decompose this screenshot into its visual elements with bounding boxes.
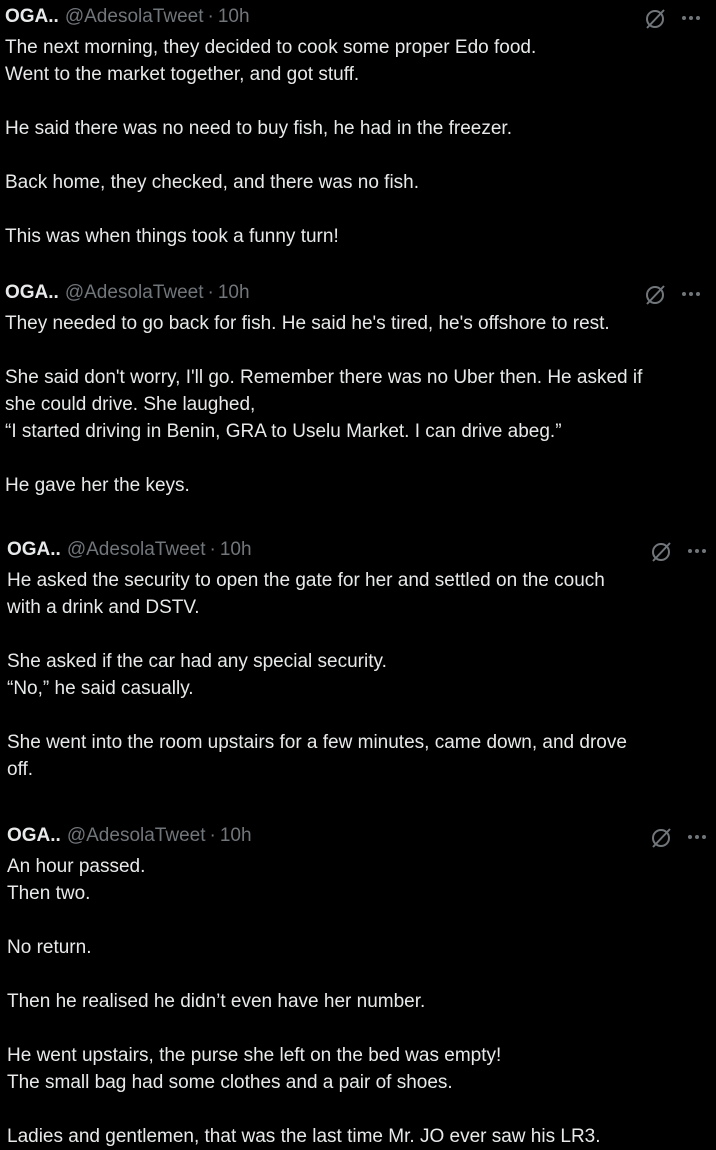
more-icon[interactable] — [680, 286, 702, 302]
line-break — [7, 961, 601, 988]
grok-icon[interactable] — [650, 541, 672, 563]
line-break — [5, 88, 536, 115]
line-break — [7, 621, 627, 648]
tweet-header — [7, 825, 252, 849]
separator-dot: · — [209, 825, 216, 846]
timestamp[interactable]: 10h — [217, 6, 250, 27]
tweet-line: She went into the room upstairs for a few minutes, came down, and drove — [7, 732, 627, 753]
tweet-line: with a drink and DSTV. — [7, 597, 200, 618]
tweet-line: An hour passed. — [7, 856, 146, 877]
tweet-line: “I started driving in Benin, GRA to Uselu Market. I can drive abeg.” — [5, 421, 562, 442]
tweet-line: He asked the security to open the gate for her and settled on the couch — [7, 570, 605, 591]
tweet-line: He said there was no need to buy fish, he had in the freezer. — [5, 118, 512, 139]
author-name[interactable]: OGA.. — [5, 282, 59, 303]
grok-icon[interactable] — [644, 284, 666, 306]
tweet-line: “No,” he said casually. — [7, 678, 194, 699]
timestamp[interactable]: 10h — [219, 539, 252, 560]
line-break — [5, 196, 536, 223]
tweet-line: Went to the market together, and got stuff. — [5, 64, 360, 85]
timestamp[interactable]: 10h — [217, 282, 250, 303]
timestamp[interactable]: 10h — [219, 825, 252, 846]
line-break — [7, 907, 601, 934]
tweet-2[interactable] — [0, 282, 716, 502]
tweet-text — [7, 853, 601, 1150]
tweet-line: Then he realised he didn’t even have her number. — [7, 991, 426, 1012]
tweet-line: They needed to go back for fish. He said he's tired, he's offshore to rest. — [5, 313, 610, 334]
tweet-line: This was when things took a funny turn! — [5, 226, 339, 247]
tweet-line: The next morning, they decided to cook some proper Edo food. — [5, 37, 537, 58]
author-handle[interactable]: @AdesolaTweet — [64, 6, 204, 27]
author-name[interactable]: OGA.. — [7, 539, 61, 560]
line-break — [7, 1015, 601, 1042]
separator-dot: · — [209, 539, 216, 560]
more-icon[interactable] — [680, 10, 702, 26]
tweet-line: She said don't worry, I'll go. Remember there was no Uber then. He asked if — [5, 367, 643, 388]
tweet-line: off. — [7, 759, 34, 780]
tweet-line: He went upstairs, the purse she left on the bed was empty! — [7, 1045, 502, 1066]
separator-dot: · — [207, 282, 214, 303]
line-break — [7, 1096, 601, 1123]
tweet-line: she could drive. She laughed, — [5, 394, 256, 415]
author-handle[interactable]: @AdesolaTweet — [66, 539, 206, 560]
author-name[interactable]: OGA.. — [7, 825, 61, 846]
tweet-header — [5, 282, 250, 306]
tweet-line: No return. — [7, 937, 92, 958]
tweet-4[interactable] — [0, 825, 716, 1149]
grok-icon[interactable] — [644, 8, 666, 30]
author-handle[interactable]: @AdesolaTweet — [66, 825, 206, 846]
tweet-1[interactable] — [0, 6, 716, 256]
tweet-text — [5, 310, 642, 499]
more-icon[interactable] — [686, 829, 708, 845]
tweet-text — [7, 567, 627, 783]
tweet-line: Back home, they checked, and there was no fish. — [5, 172, 420, 193]
line-break — [5, 142, 536, 169]
grok-icon[interactable] — [650, 827, 672, 849]
separator-dot: · — [207, 6, 214, 27]
line-break — [5, 445, 642, 472]
tweet-header — [7, 539, 252, 563]
tweet-line: Then two. — [7, 883, 91, 904]
tweet-header — [5, 6, 250, 30]
line-break — [5, 337, 642, 364]
tweet-line: Ladies and gentlemen, that was the last time Mr. JO ever saw his LR3. — [7, 1126, 601, 1147]
tweet-line: He gave her the keys. — [5, 475, 190, 496]
tweet-3[interactable] — [0, 539, 716, 789]
tweet-line: The small bag had some clothes and a pair of shoes. — [7, 1072, 453, 1093]
tweet-line: She asked if the car had any special security. — [7, 651, 387, 672]
tweet-text — [5, 34, 536, 250]
more-icon[interactable] — [686, 543, 708, 559]
line-break — [7, 702, 627, 729]
author-name[interactable]: OGA.. — [5, 6, 59, 27]
author-handle[interactable]: @AdesolaTweet — [64, 282, 204, 303]
